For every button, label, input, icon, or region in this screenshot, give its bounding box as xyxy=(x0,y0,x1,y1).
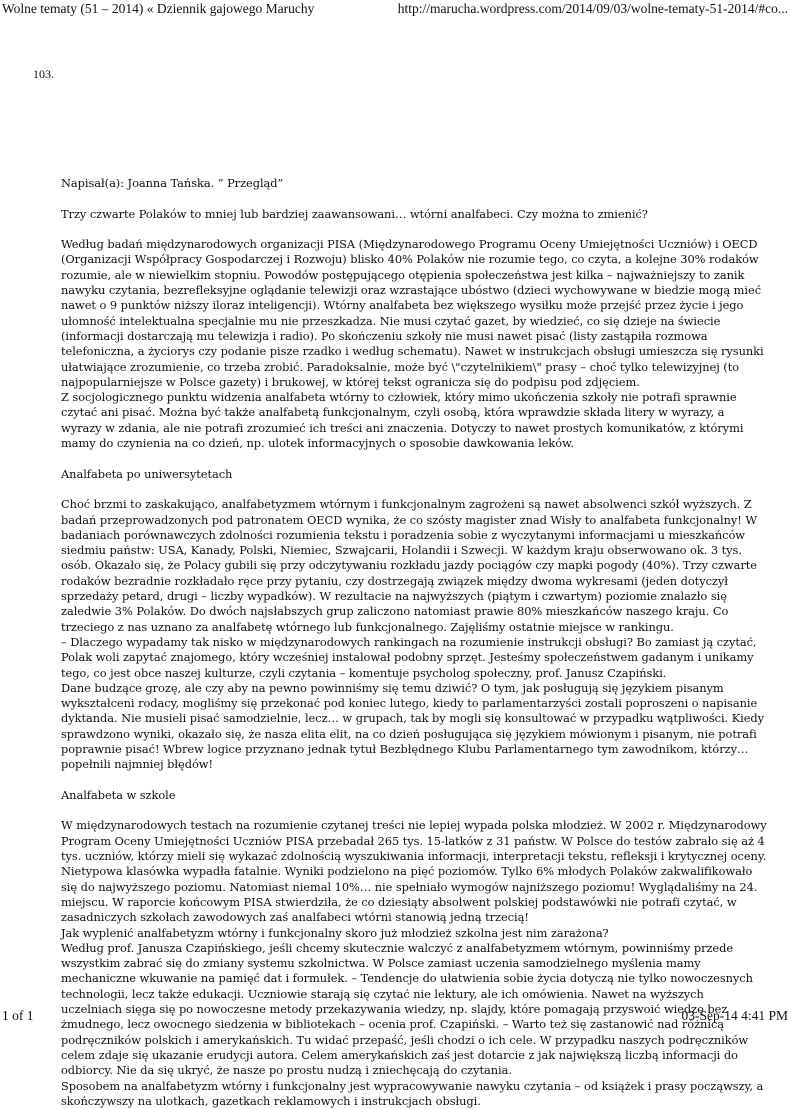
paragraph: Z socjologicznego punktu widzenia analfabeta wtórny to człowiek, który mimo ukończenia szkoły nie potrafi sprawnie czytać ani pisać. Można być także analfabetą funkcjonalnym, czyli osobą, która wprawdzie składa litery w wyrazy, a wyrazy w zdania, ale nie potrafi zrozumieć ich treści ani znaczenia. Dotyczy to nawet prostych komunikatów, z którymi mamy do czynienia na co dzień, np. ulotek informacyjnych o sposobie dawkowania leków. xyxy=(61,390,744,451)
paragraph: W międzynarodowych testach na rozumienie czytanej treści nie lepiej wypada polska młodzież. W 2002 r. Międzynarodowy Program Oceny Umiejętności Uczniów PISA przebadał 265 tys. 15-latków z 31 państw. W Polsce do testów zabrało się aż 4 tys. uczniów, którzy mieli się wykazać zdolnością wyszukiwania informacji, interpretacji tekstu, refleksji i krytycznej oceny. Nietypowa klasówka wypadła fatalnie. Wyniki podzielono na pięć poziomów. Tylko 6% młodych Polaków zakwalifikowało się do najwyższego poziomu. Natomiast niemal 10%… nie spełniało wymogów najniższego poziomu! Wyglądaliśmy na 24. miejscu. W raporcie końcowym PISA stwierdziła, że co dziesiąty absolwent polskiej podstawówki nie potrafi czytać, w zasadniczych szkołach zawodowych zaś analfabeci wtórni stanowią jedną trzecią! xyxy=(61,818,767,925)
section-heading: Analfabeta po uniwersytetach xyxy=(61,466,233,481)
page-url: http://marucha.wordpress.com/2014/09/03/wolne-tematy-51-2014/#co... xyxy=(397,1,788,16)
paragraph: Jak wyplenić analfabetyzm wtórny i funkcjonalny skoro już młodzież szkolna jest nim zarażona? xyxy=(61,925,609,940)
paragraph: Według prof. Janusza Czapińskiego, jeśli chcemy skutecznie walczyć z analfabetyzmem wtórnym, powinniśmy przede wszystkim zabrać się do zmiany systemu szkolnictwa. W Polsce zamiast uczenia samodzielnego myślenia mamy mechaniczne wkuwanie na pamięć dat i formułek. – Tendencje do ułatwienia sobie życia dotyczą nie tylko nowoczesnych technologii, lecz także edukacji. Uczniowie starają się czytać nie lektury, ale ich omówienia. Nawet na wyższych uczelniach sięga się po nowoczesne metody przekazywania wiedzy, np. slajdy, które pomagają przyswoić wiedzę bez żmudnego, lecz owocnego siedzenia w bibliotekach – ocenia prof. Czapiński. – Warto też się zastanowić nad różnicą podręczników polskich i amerykańskich. Tu widać przepaść, jeśli chodzi o ich cele. W przypadku naszych podręczników celem zdaje się ukazanie erudycji autora. Celem amerykańskich zaś jest dotarcie z jak największą liczbą informacji do odbiorcy. Nie da się ukryć, że nasze po prostu nudzą i zniechęcają do czytania. xyxy=(61,940,753,1078)
paragraph: Dane budzące grozę, ale czy aby na pewno powinniśmy się temu dziwić? O tym, jak posługują się językiem pisanym wykształceni rodacy, mogliśmy się przekonać pod koniec lutego, kiedy to parlamentarzyści zostali poproszeni o napisanie dyktanda. Nie musieli pisać samodzielnie, lecz… w grupach, tak by mogli się konsultować w przypadku wątpliwości. Kiedy sprawdzono wyniki, okazało się, że nasza elita elit, na co dzień posługująca się językiem mówionym i pisanym, nie potrafi poprawnie pisać! Wbrew logice przyznano jednak tytuł Bezbłędnego Klubu Parlamentarnego tym zawodnikom, którzy… popełnili najmniej błędów! xyxy=(61,680,765,772)
page-title: Wolne tematy (51 – 2014) « Dziennik gajowego Maruchy xyxy=(2,1,315,16)
paragraph: Choć brzmi to zaskakująco, analfabetyzmem wtórnym i funkcjonalnym zagrożeni są nawet absolwenci szkół wyższych. Z badań przeprowadzonych pod patronatem OECD wynika, że co szósty magister znad Wisły to analfabeta funkcjonalny! W badaniach porównawczych zdolności rozumienia tekstu i poradzenia sobie z wyczytanymi informacjami u mieszkańców siedmiu państw: USA, Kanady, Polski, Niemiec, Szwajcarii, Holandii i Szwecji. W każdym kraju obserwowano ok. 3 tys. osób. Okazało się, że Polacy gubili się przy odczytywaniu rozkładu jazdy pociągów czy mapki pogody (40%). Trzy czwarte rodaków bezradnie rozkładało ręce przy pytaniu, czy dostrzegają związek między dwoma wykresami (jeden dotyczył sprzedaży petard, drugi – liczby wypadków). W rezultacie na najwyższych (piątym i czwartym) poziomie znalazło się zaledwie 3% Polaków. Do dwóch najsłabszych grup zaliczono natomiast prawie 80% mieszkańców naszego kraju. Co trzeciego z nas uznano za analfabetę wtórnego lub funkcjonalnego. Zajęliśmy ostatnie miejsce w rankingu. xyxy=(61,497,758,634)
comment-number: 103. xyxy=(33,67,54,81)
page-count: 1 of 1 xyxy=(2,1008,34,1023)
paragraph: – Dlaczego wypadamy tak nisko w międzynarodowych rankingach na rozumienie instrukcji obsługi? Bo zamiast ją czytać, Polak woli zapytać znajomego, który wcześniej instalował podobny sprzęt. Jesteśmy społeczeństwem gadanym i unikamy tego, co jest obce naszej kulturze, czyli czytania – komentuje psycholog społeczny, prof. Janusz Czapiński. xyxy=(61,634,757,680)
byline: Napisał(a): Joanna Tańska. ” Przegląd” xyxy=(61,176,284,190)
lead-question: Trzy czwarte Polaków to mniej lub bardziej zaawansowani… wtórni analfabeci. Czy można to zmienić? xyxy=(61,206,648,221)
paragraph: Według badań międzynarodowych organizacji PISA (Międzynarodowego Programu Oceny Umiejętności Uczniów) i OECD (Organizacji Współpracy Gospodarczej i Rozwoju) blisko 40% Polaków nie rozumie tego, co czyta, a kolejne 30% rodaków rozumie, ale w niewielkim stopniu. Powodów postępującego otępienia społeczeństwa jest kilka – najważniejszy to zanik nawyku czytania, bezrefleksyjne oglądanie telewizji oraz wzrastające ubóstwo (dzieci wychowywane w biedzie mogą mieć nawet o 9 punktów niższy iloraz inteligencji). Wtórny analfabeta bez większego wysiłku może przejść przez życie i jego ułomność intelektualna specjalnie mu nie przeszkadza. Nie musi czytać gazet, by wiedzieć, co się dzieje na świecie (informacji dostarczają mu telewizja i radio). Po skończeniu szkoły nie musi nawet pisać (listy zastąpiła rozmowa telefoniczna, a życiorys czy podanie pisze rzadko i według schematu). Nawet w instrukcjach obsługi umieszcza się rysunki ułatwiające zrozumienie, co trzeba zrobić. Paradoksalnie, może być \"czytelnikiem\" prasy – choć tylko telewizyjnej (to najpopularniejsze w Polsce gazety) i brukowej, w której tekst ogranicza się do podpisu pod zdjęciem. xyxy=(61,237,764,389)
comment-body xyxy=(61,176,768,1109)
print-datetime: 03-Sep-14 4:41 PM xyxy=(681,1008,788,1023)
section-heading: Analfabeta w szkole xyxy=(61,787,176,802)
paragraph: Sposobem na analfabetyzm wtórny i funkcjonalny jest wypracowywanie nawyku czytania – od książek i prasy począwszy, a skończywszy na ulotkach, gazetkach reklamowych i instrukcjach obsługi. xyxy=(61,1078,764,1108)
